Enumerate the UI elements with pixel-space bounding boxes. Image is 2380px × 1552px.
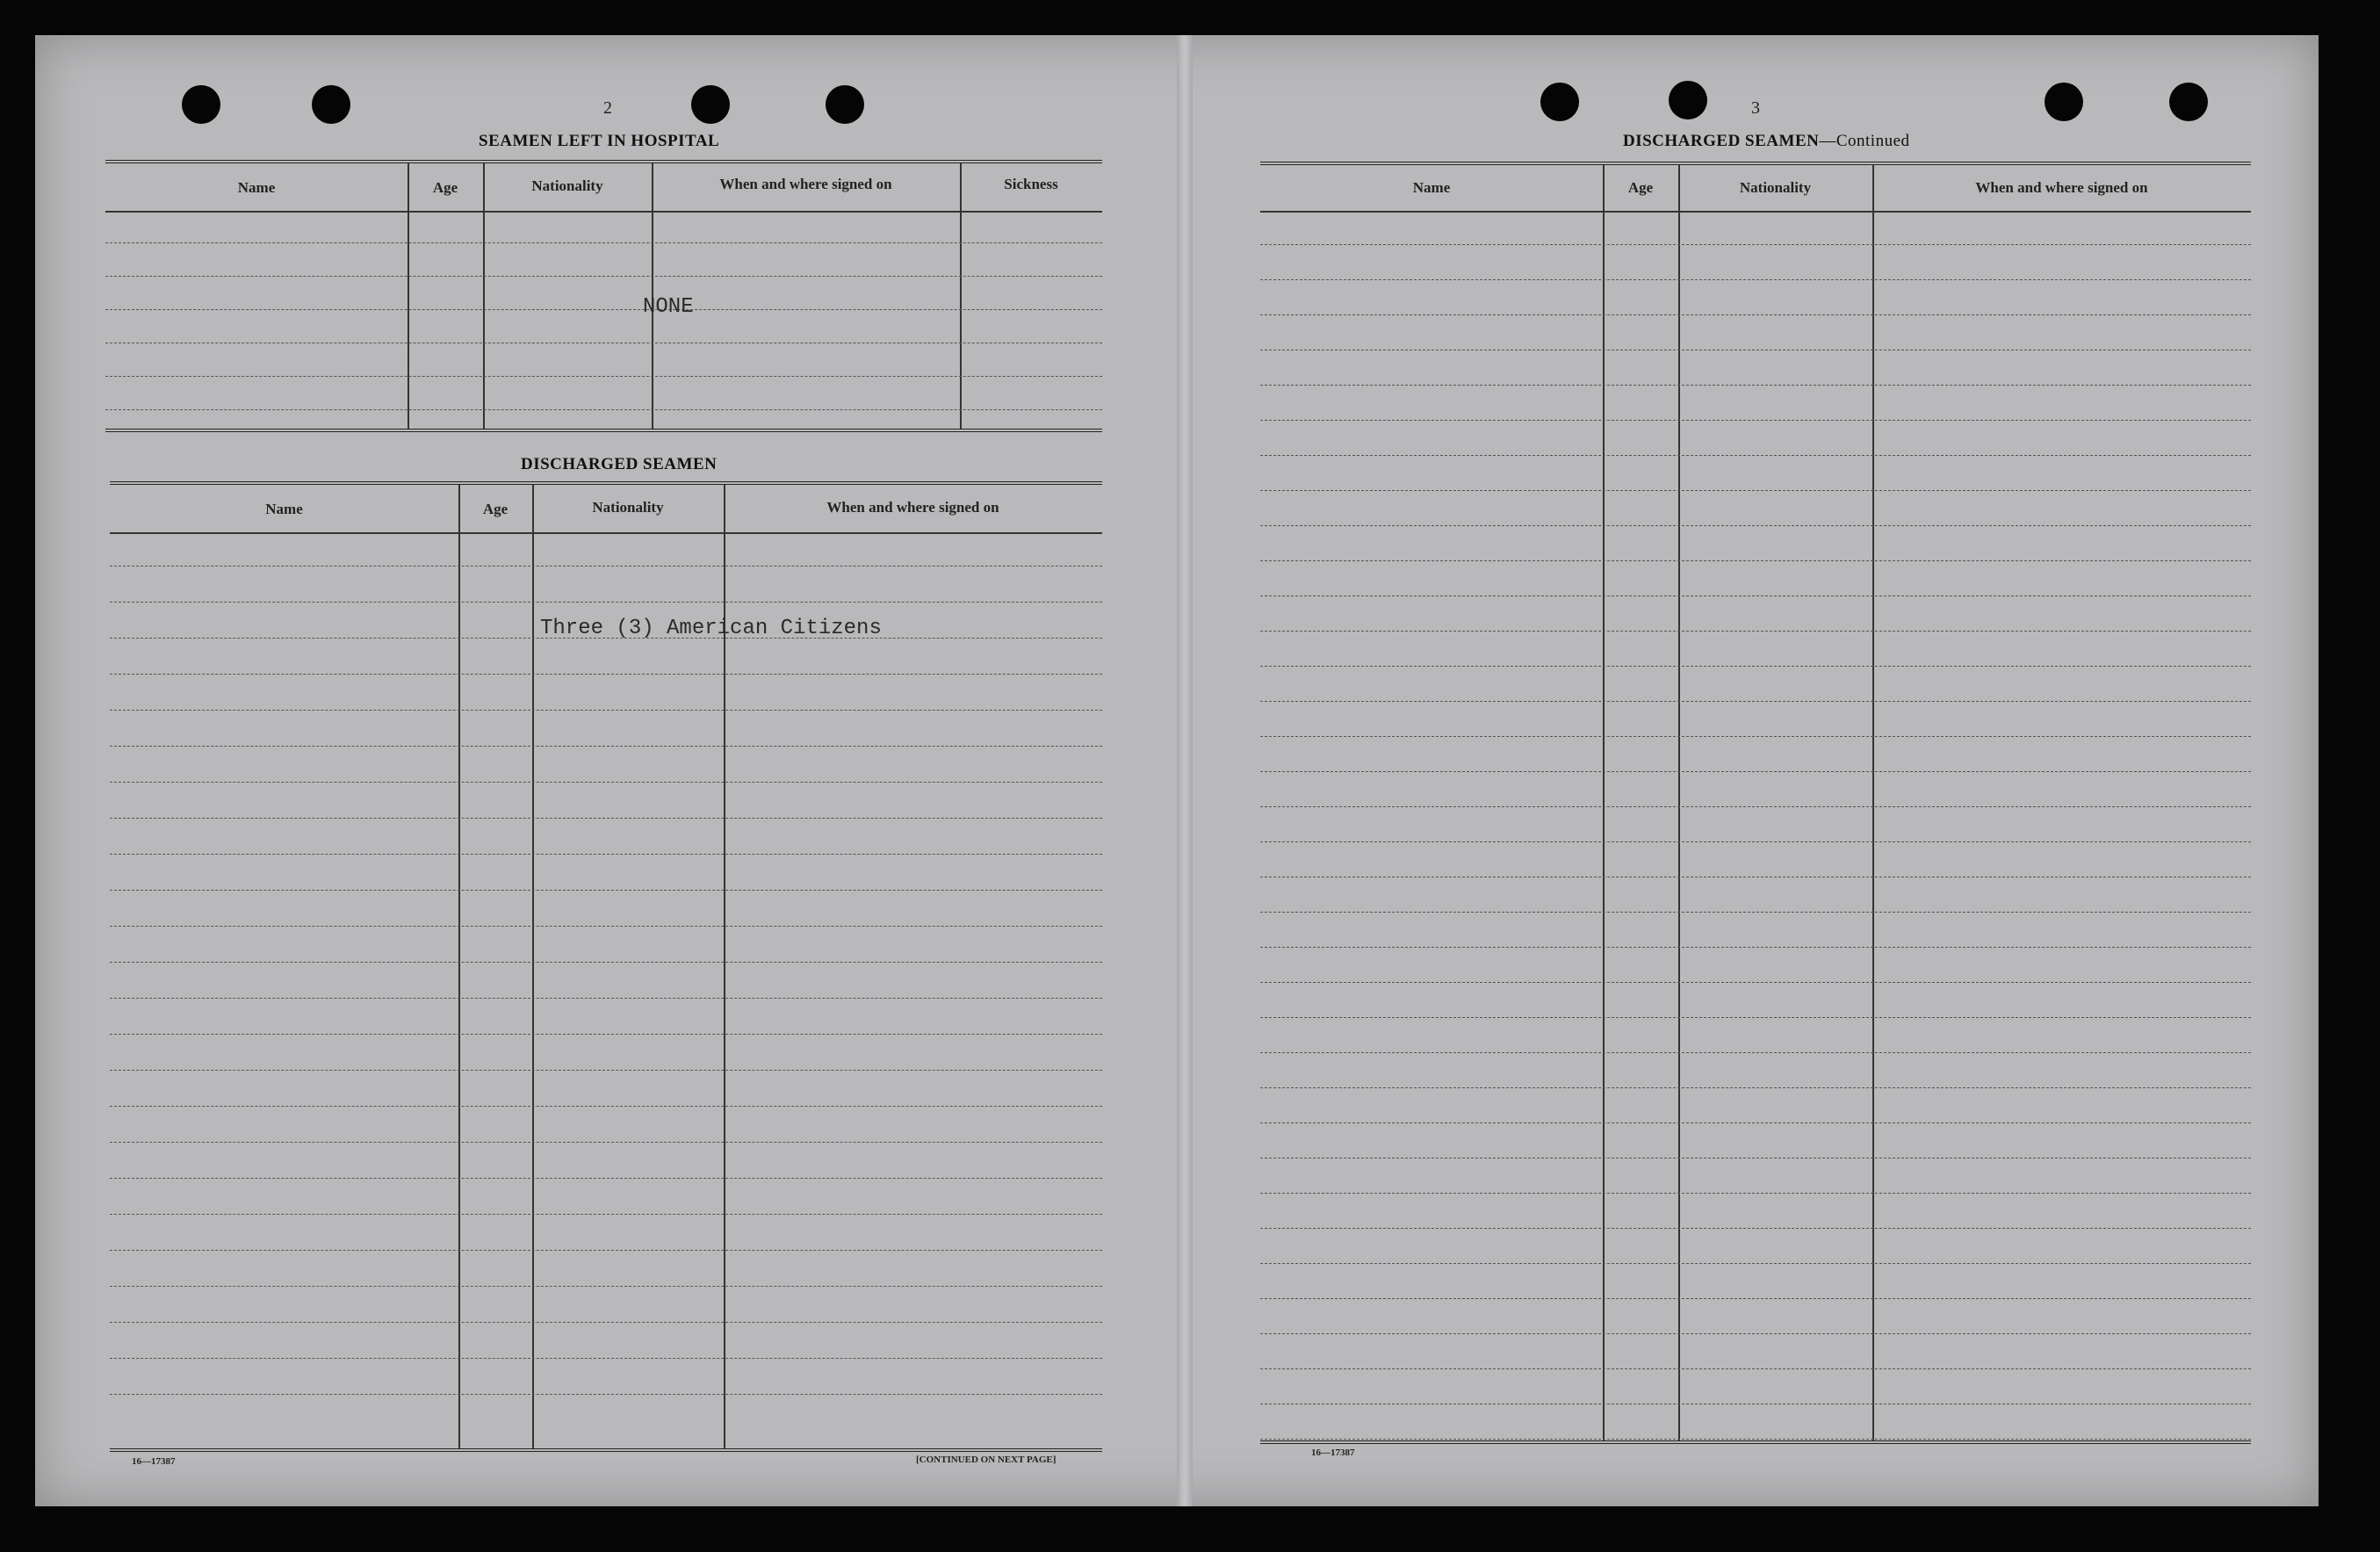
table-row [1260, 1228, 2251, 1229]
table-row [1260, 841, 2251, 842]
discharged-title: DISCHARGED SEAMEN [521, 455, 718, 473]
col-nationality: Nationality [531, 177, 603, 194]
table-row [110, 746, 1102, 747]
discharged-entry: Three (3) American Citizens [540, 617, 882, 640]
table-row [1260, 806, 2251, 807]
table-row [1260, 1263, 2251, 1264]
table-row [110, 998, 1102, 999]
table-row [110, 710, 1102, 711]
col-name: Name [265, 501, 303, 517]
col-signed-on: When and where signed on [719, 176, 892, 192]
table-row [110, 1034, 1102, 1035]
discharged-continued-table [1260, 162, 2251, 1444]
hospital-entry: NONE [643, 295, 694, 319]
table-row [110, 1394, 1102, 1395]
table-row [110, 638, 1102, 639]
page-number: 3 [1751, 98, 1760, 118]
page-number: 2 [603, 98, 612, 118]
table-row [110, 890, 1102, 891]
table-row [110, 1358, 1102, 1359]
hospital-title: SEAMEN LEFT IN HOSPITAL [479, 132, 720, 150]
table-row [1260, 385, 2251, 386]
table-row [110, 1142, 1102, 1143]
table-row [1260, 279, 2251, 280]
table-row [1260, 1333, 2251, 1334]
table-row [1260, 490, 2251, 491]
col-age: Age [482, 501, 508, 517]
table-row [1260, 1087, 2251, 1088]
table-row [1260, 1298, 2251, 1299]
table-row [1260, 701, 2251, 702]
table-row [1260, 1017, 2251, 1018]
table-row [110, 674, 1102, 675]
continued-note: [CONTINUED ON NEXT PAGE] [916, 1455, 1057, 1465]
table-row [1260, 1052, 2251, 1053]
table-row [1260, 1439, 2251, 1440]
col-signed-on: When and where signed on [1975, 179, 2148, 196]
table-row [1260, 631, 2251, 632]
right-page [1193, 35, 2319, 1506]
table-row [110, 1214, 1102, 1215]
discharged-table [110, 481, 1102, 1452]
col-name: Name [1412, 179, 1451, 196]
table-row [110, 602, 1102, 603]
col-signed-on: When and where signed on [826, 499, 999, 516]
col-nationality: Nationality [592, 499, 664, 516]
table-row [110, 1178, 1102, 1179]
table-row [110, 1322, 1102, 1323]
left-page [35, 35, 1177, 1506]
table-row [1260, 1122, 2251, 1123]
table-row [1260, 314, 2251, 315]
scanned-document [35, 35, 2319, 1506]
table-row [1260, 1158, 2251, 1159]
table-row [1260, 244, 2251, 245]
form-number: 16—17387 [132, 1456, 176, 1467]
table-row [1260, 560, 2251, 561]
title-suffix: —Continued [1819, 132, 1910, 150]
table-row [1260, 525, 2251, 526]
table-row [110, 1070, 1102, 1071]
table-row [110, 1106, 1102, 1107]
table-row [1260, 1193, 2251, 1194]
table-row [1260, 666, 2251, 667]
table-row [1260, 912, 2251, 913]
form-number: 16—17387 [1311, 1447, 1355, 1458]
col-age: Age [1627, 179, 1654, 196]
table-row [110, 854, 1102, 855]
col-name: Name [237, 179, 276, 196]
table-row [1260, 420, 2251, 421]
table-row [110, 962, 1102, 963]
table-row [110, 926, 1102, 927]
discharged-continued-title [1623, 132, 1910, 151]
table-row [1260, 1368, 2251, 1369]
col-sickness: Sickness [1004, 176, 1058, 192]
title-main: DISCHARGED SEAMEN [1623, 132, 1820, 150]
hospital-table [105, 160, 1102, 432]
col-nationality: Nationality [1739, 179, 1812, 196]
table-row [110, 1250, 1102, 1251]
table-row [1260, 736, 2251, 737]
col-age: Age [432, 179, 458, 196]
table-row [1260, 982, 2251, 983]
table-row [110, 1286, 1102, 1287]
table-row [110, 566, 1102, 567]
table-row [110, 782, 1102, 783]
table-row [1260, 455, 2251, 456]
table-row [110, 818, 1102, 819]
table-row [1260, 771, 2251, 772]
table-row [1260, 947, 2251, 948]
page-fold [1177, 35, 1193, 1506]
